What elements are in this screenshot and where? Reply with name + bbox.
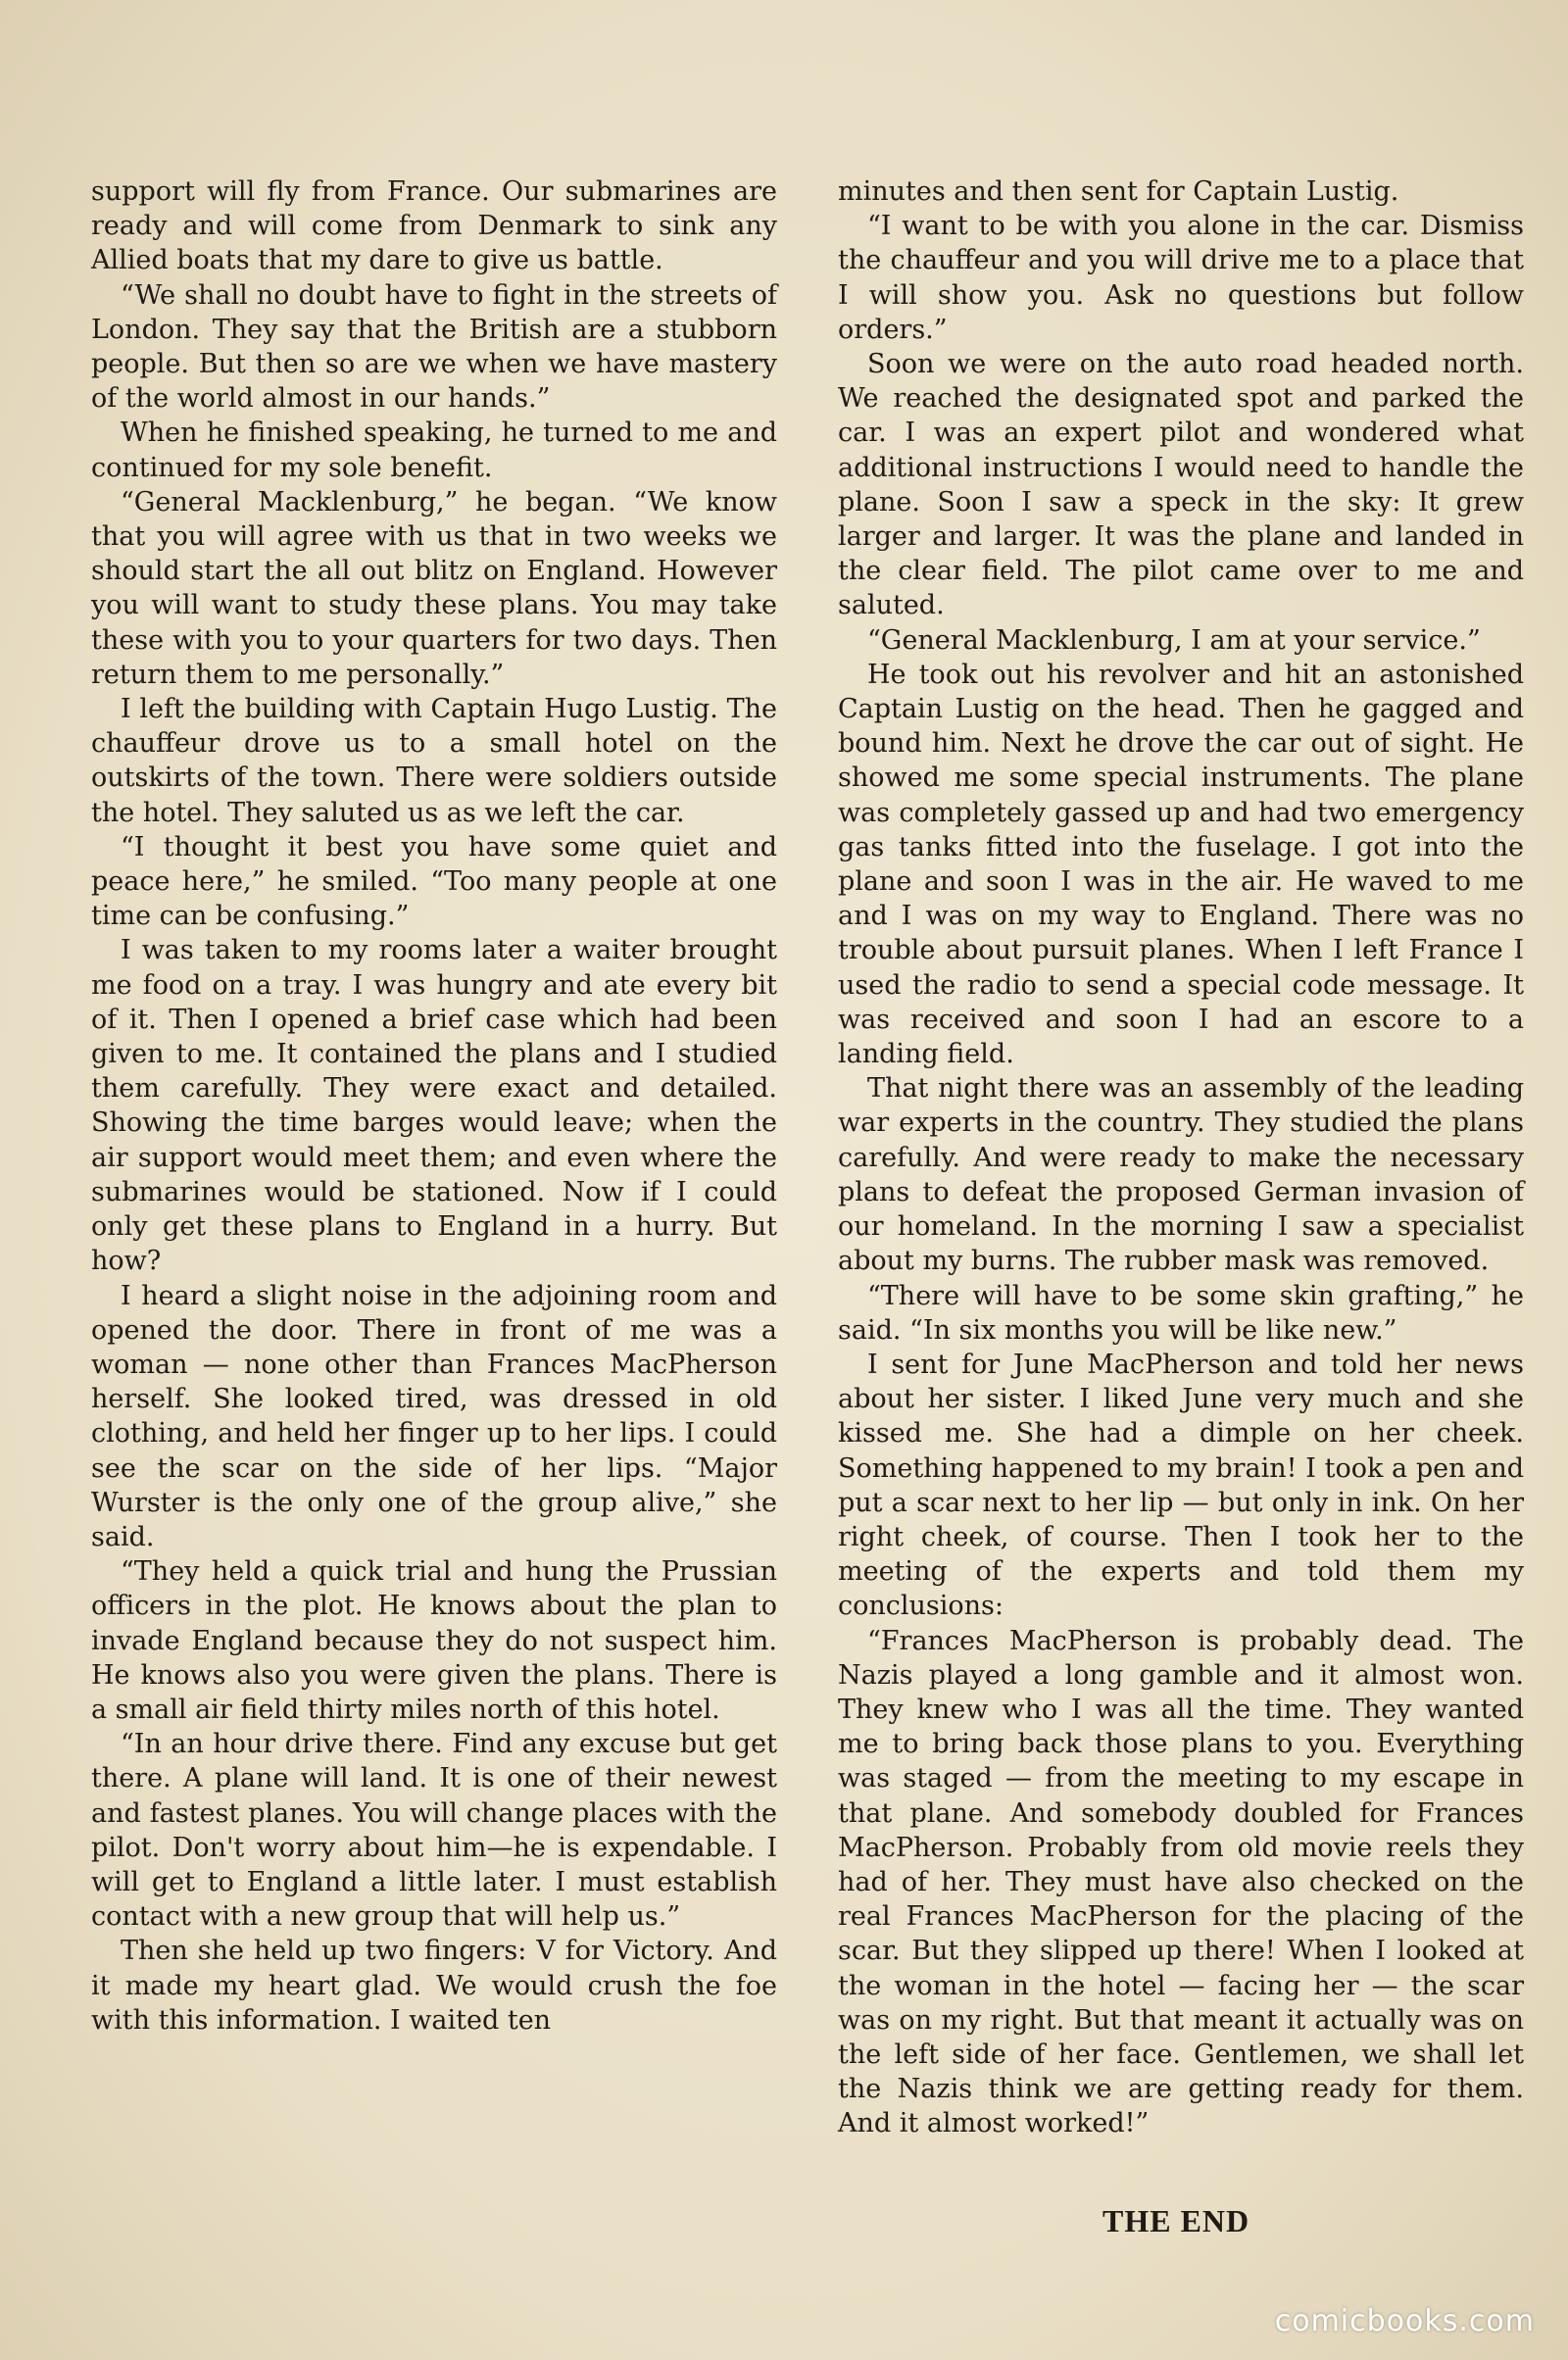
paragraph: “General Macklenburg,” he began. “We know that you will agree with us that in two weeks we should start the all out blitz on England. However you will want to study these plans. You may take these with you to your quarters for two days. Then return them to me personally.” xyxy=(91,486,777,690)
paragraph: I was taken to my rooms later a waiter brought me food on a tray. I was hungry and ate every bit of it. Then I opened a brief case which had been given to me. It contained the plans and I studied them carefully. They were exact and detailed. Showing the time barges would leave; when the air support would meet them; and even where the submarines would be stationed. Now if I could only get these plans to England in a hurry. But how? xyxy=(91,935,777,1277)
paragraph: I heard a slight noise in the adjoining room and opened the door. There in front of me was a woman — none other than Frances MacPherson herself. She looked tired, was dressed in old clothing, and held her finger up to her lips. I could see the scar on the side of her lips. “Major Wurster is the only one of the group alive,” she said. xyxy=(91,1280,777,1552)
paragraph: “They held a quick trial and hung the Prussian officers in the plot. He knows about the plan to invade England because they do not suspect him. He knows also you were given the plans. There is a small air field thirty miles north of this hotel. xyxy=(91,1556,777,1725)
paragraph: “I want to be with you alone in the car. Dismiss the chauffeur and you will drive me to a place that I will show you. Ask no questions but follow orders.” xyxy=(838,211,1524,345)
paragraph: “Frances MacPherson is probably dead. The Nazis played a long gamble and it almost won. They knew who I was all the time. They wanted me to bring back those plans to you. Everything was staged — from the meeting to my escape in that plane. And somebody doubled for Frances MacPherson. Probably from old movie reels they had of her. They must have also checked on the real Frances MacPherson for the placing of the scar. But they slipped up there! When I looked at the woman in the hotel — facing her — the scar was on my right. But that meant it actually was on the left side of her face. Gentlemen, we shall let the Nazis think we are getting ready for them. And it almost worked!” xyxy=(838,1625,1524,2139)
paragraph: “In an hour drive there. Find any excuse but get there. A plane will land. It is one of their newest and fastest planes. You will change places with the pilot. Don't worry about him—he is expendable. I will get to England a little later. I must establish contact with a new group that will help us.” xyxy=(91,1729,777,1933)
paragraph: “General Macklenburg, I am at your service.” xyxy=(867,624,1481,656)
watermark: comicbooks.com xyxy=(1274,2304,1535,2338)
left-text-column xyxy=(91,174,777,2038)
right-text-column xyxy=(838,174,1524,2141)
paragraph: minutes and then sent for Captain Lustig. xyxy=(838,176,1399,207)
paragraph: He took out his revolver and hit an astonished Captain Lustig on the head. Then he gagged and bound him. Next he drove the car out of sight. He showed me some special instruments. The plane was completely gassed up and had two emergency gas tanks fitted into the fuselage. I got into the plane and soon I was in the air. He waved to me and I was on my way to England. There was no trouble about pursuit planes. When I left France I used the radio to send a special code message. It was received and soon I had an escore to a landing field. xyxy=(838,659,1524,1070)
paragraph: support will fly from France. Our submarines are ready and will come from Denmark to sink any Allied boats that my dare to give us battle. xyxy=(91,176,777,276)
paragraph: “We shall no doubt have to fight in the streets of London. They say that the British are a stubborn people. But then so are we when we have mastery of the world almost in our hands.” xyxy=(91,279,777,415)
paragraph: When he finished speaking, he turned to me and continued for my sole benefit. xyxy=(91,418,777,483)
paragraph: That night there was an assembly of the leading war experts in the country. They studied the plans carefully. And were ready to make the necessary plans to defeat the proposed German invasion of our homeland. In the morning I saw a specialist about my burns. The rubber mask was removed. xyxy=(838,1073,1524,1277)
paragraph: I sent for June MacPherson and told her news about her sister. I liked June very much and she kissed me. She had a dimple on her cheek. Something happened to my brain! I took a pen and put a scar next to her lip — but only in ink. On her right cheek, of course. Then I took her to the meeting of the experts and told them my conclusions: xyxy=(838,1349,1524,1622)
paragraph: “I thought it best you have some quiet and peace here,” he smiled. “Too many people at one time can be confusing.” xyxy=(91,831,777,932)
paragraph: “There will have to be some skin grafting,” he said. “In six months you will be like new.” xyxy=(838,1280,1524,1346)
the-end-label: THE END xyxy=(1102,2203,1250,2238)
paragraph: Soon we were on the auto road headed north. We reached the designated spot and parked the car. I was an expert pilot and wondered what additional instructions I would need to handle the plane. Soon I saw a speck in the sky: It grew larger and larger. It was the plane and landed in the clear field. The pilot came over to me and saluted. xyxy=(838,349,1524,621)
paragraph: Then she held up two fingers: V for Victory. And it made my heart glad. We would crush the foe with this information. I waited ten xyxy=(91,1936,777,2036)
paragraph: I left the building with Captain Hugo Lustig. The chauffeur drove us to a small hotel on the outskirts of the town. There were soldiers outside the hotel. They saluted us as we left the car. xyxy=(91,694,777,828)
